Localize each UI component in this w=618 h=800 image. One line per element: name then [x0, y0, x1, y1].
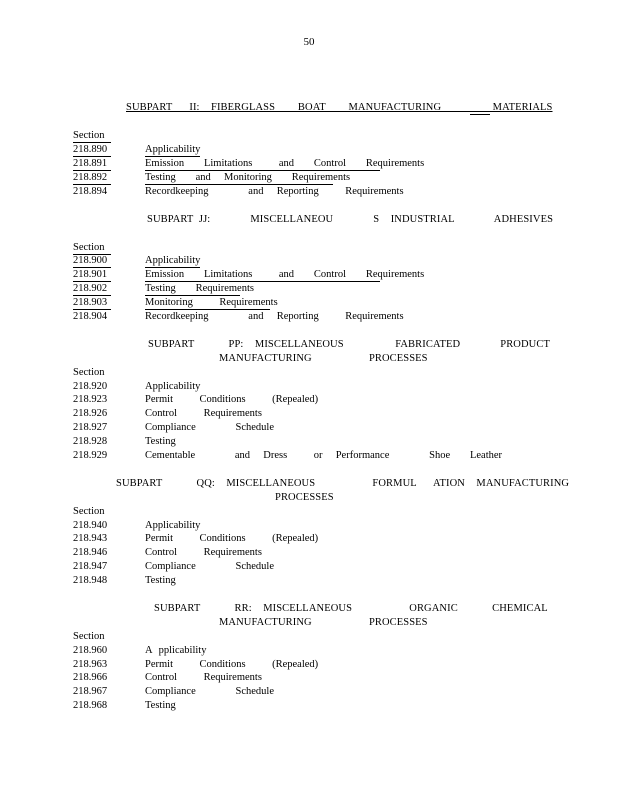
section-label: Section	[73, 130, 105, 141]
list-item	[0, 547, 618, 561]
section-label: Section	[73, 506, 105, 517]
section-title: Recordkeeping and Reporting Requirements	[145, 311, 404, 322]
list-item	[0, 450, 618, 464]
section-underline	[73, 142, 111, 143]
section-number: 218.928	[73, 436, 108, 447]
section-number: 218.948	[73, 575, 108, 586]
section-title: Control Requirements	[145, 408, 262, 419]
section-number: 218.894	[73, 186, 108, 197]
subpart-heading-line2: MANUFACTURING PROCESSES	[219, 617, 428, 628]
section-number: 218.903	[73, 297, 108, 308]
section-title: Compliance Schedule	[145, 422, 274, 433]
section-title: Testing Requirements	[145, 283, 254, 294]
section-number: 218.946	[73, 547, 108, 558]
section-number: 218.923	[73, 394, 108, 405]
list-item	[0, 659, 618, 673]
row-underline	[145, 309, 270, 310]
row-underline	[73, 267, 111, 268]
section-number: 218.940	[73, 520, 108, 531]
list-item	[0, 575, 618, 589]
section-number: 218.968	[73, 700, 108, 711]
list-item	[0, 394, 618, 408]
section-title: A pplicability	[145, 645, 207, 656]
list-item	[0, 520, 618, 534]
section-title: Recordkeeping and Reporting Requirements	[145, 186, 404, 197]
subpart-heading: SUBPART PP: MISCELLANEOUS FABRICATED PRODUCT	[148, 339, 550, 350]
row-underline	[73, 184, 111, 185]
section-number: 218.967	[73, 686, 108, 697]
section-number: 218.966	[73, 672, 108, 683]
section-number: 218.891	[73, 158, 108, 169]
list-item	[0, 422, 618, 436]
section-number: 218.943	[73, 533, 108, 544]
row-underline	[145, 184, 333, 185]
subpart-heading-line2: PROCESSES	[275, 492, 334, 503]
section-number: 218.900	[73, 255, 108, 266]
section-number: 218.904	[73, 311, 108, 322]
section-label: Section	[73, 367, 105, 378]
list-item	[0, 686, 618, 700]
subpart-heading: SUBPART RR: MISCELLANEOUS ORGANIC CHEMICAL	[154, 603, 548, 614]
section-title: Testing	[145, 700, 176, 711]
section-number: 218.902	[73, 283, 108, 294]
subpart-heading: SUBPART JJ: MISCELLANEOU S INDUSTRIAL ADHESIVES	[147, 214, 554, 225]
list-item	[0, 381, 618, 395]
list-item	[0, 645, 618, 659]
heading-underline-tail	[470, 114, 490, 115]
section-title: Emission Limitations and Control Requirements	[145, 269, 425, 280]
section-number: 218.960	[73, 645, 108, 656]
section-title: Testing and Monitoring Requirements	[145, 172, 351, 183]
section-title: Monitoring Requirements	[145, 297, 278, 308]
section-title: Applicability	[145, 381, 201, 392]
row-underline	[145, 156, 200, 157]
row-underline	[145, 267, 200, 268]
section-title: Permit Conditions (Repealed)	[145, 394, 319, 405]
section-title: Control Requirements	[145, 672, 262, 683]
subpart-heading: SUBPART QQ: MISCELLANEOUS FORMUL ATION MANUFACTURING	[116, 478, 570, 489]
row-underline	[73, 295, 111, 296]
subpart-heading-line2: MANUFACTURING PROCESSES	[219, 353, 428, 364]
list-item	[0, 311, 618, 325]
section-title: Cementable and Dress or Performance Shoe Leather	[145, 450, 503, 461]
section-number: 218.901	[73, 269, 108, 280]
section-title: Permit Conditions (Repealed)	[145, 659, 319, 670]
row-underline	[145, 281, 380, 282]
section-number: 218.926	[73, 408, 108, 419]
section-label: Section	[73, 631, 105, 642]
list-item	[0, 186, 618, 200]
section-title: Applicability	[145, 520, 201, 531]
list-item	[0, 672, 618, 686]
section-number: 218.927	[73, 422, 108, 433]
list-item	[0, 408, 618, 422]
section-number: 218.920	[73, 381, 108, 392]
row-underline	[73, 281, 111, 282]
section-title: Compliance Schedule	[145, 561, 274, 572]
section-title: Control Requirements	[145, 547, 262, 558]
row-underline	[145, 295, 240, 296]
row-underline	[73, 170, 111, 171]
page-number: 50	[303, 36, 315, 48]
section-number: 218.890	[73, 144, 108, 155]
section-title: Testing	[145, 575, 176, 586]
subpart-heading: SUBPART II: FIBERGLASS BOAT MANUFACTURING MATERIALS	[126, 102, 553, 113]
list-item	[0, 533, 618, 547]
row-underline	[73, 156, 111, 157]
section-title: Testing	[145, 436, 176, 447]
row-underline	[145, 170, 380, 171]
section-number: 218.947	[73, 561, 108, 572]
list-item	[0, 700, 618, 714]
section-number: 218.963	[73, 659, 108, 670]
row-underline	[73, 309, 111, 310]
section-number: 218.892	[73, 172, 108, 183]
list-item	[0, 561, 618, 575]
section-title: Compliance Schedule	[145, 686, 274, 697]
section-title: Emission Limitations and Control Requirements	[145, 158, 425, 169]
section-label: Section	[73, 242, 105, 253]
list-item	[0, 436, 618, 450]
section-number: 218.929	[73, 450, 108, 461]
section-title: Applicability	[145, 255, 201, 266]
section-title: Permit Conditions (Repealed)	[145, 533, 319, 544]
section-title: Applicability	[145, 144, 201, 155]
